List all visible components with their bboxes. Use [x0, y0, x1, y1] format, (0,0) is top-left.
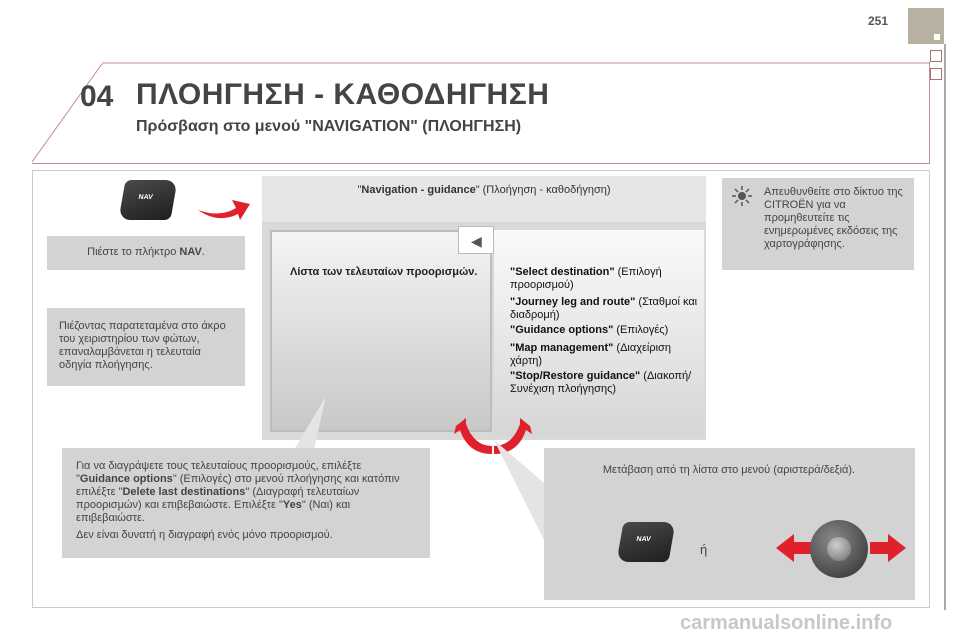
- nav-key-icon: NAV: [616, 522, 675, 562]
- menu-item-map-management[interactable]: "Map management" (Διαχείριση χάρτη): [510, 342, 671, 367]
- side-line: [944, 44, 946, 610]
- menu-item-guidance-options[interactable]: "Guidance options" (Επιλογές): [510, 324, 669, 336]
- chapter-title: ΠΛΟΗΓΗΣΗ - ΚΑΘΟΔΗΓΗΣΗ: [136, 78, 550, 111]
- press-nav-box: Πιέστε το πλήκτρο NAV.: [47, 236, 245, 270]
- or-label: ή: [700, 542, 708, 557]
- back-arrow-icon: ◀: [471, 233, 482, 249]
- back-button[interactable]: [458, 226, 494, 254]
- side-box-icon: [930, 50, 942, 62]
- hold-light-stalk-box: Πιέζοντας παρατεταμένα στο άκρο του χειριστηρίου των φώτων, επαναλαμβάνεται η τελευταία οδηγία πλοήγησης.: [47, 308, 245, 386]
- pointer-wedge-left: [290, 396, 330, 450]
- side-box-icon: [930, 68, 942, 80]
- menu-item-select-destination[interactable]: "Select destination" (Επιλογή προορισμού): [510, 266, 662, 291]
- delete-destinations-box: Για να διαγράψετε τους τελευταίους προορισμούς, επιλέξτε "Guidance options" (Επιλογές) στο μενού πλοήγησης και κατόπιν επιλέξτε "Delete last destinations" (Διαγραφή τελευταίων προορισμών) και επιβεβαιώστε. Επιλέξτε "Yes" (Ναι) και επιβεβαιώστε. Δεν είναι δυνατή η διαγραφή ενός μόνο προορισμού.: [62, 448, 430, 558]
- chapter-number: 04: [80, 80, 114, 113]
- list-menu-switch-box: Μετάβαση από τη λίστα στο μενού (αριστερά/δεξιά).: [544, 448, 915, 600]
- watermark: carmanualsonline.info: [680, 612, 893, 634]
- menu-item-journey-leg[interactable]: "Journey leg and route" (Σταθμοί και διαδρομή): [510, 296, 698, 321]
- chapter-subtitle: Πρόσβαση στο μενού "NAVIGATION" (ΠΛΟΗΓΗΣΗ): [136, 118, 522, 135]
- sun-tip-icon: [732, 186, 752, 206]
- joystick-icon: [810, 520, 868, 578]
- screen-header: "Navigation - guidance" (Πλοήγηση - καθοδήγηση): [262, 176, 706, 222]
- citroen-network-box: Απευθυνθείτε στο δίκτυο της CITROËN για να προμηθευτείτε τις ενημερωμένες εκδόσεις της χαρτογράφησης.: [722, 178, 914, 270]
- nav-key-icon: NAV: [118, 180, 177, 220]
- red-arrow-right-icon: [196, 188, 252, 224]
- page-number: 251: [868, 14, 889, 28]
- corner-tab: [908, 8, 944, 44]
- menu-item-stop-restore[interactable]: "Stop/Restore guidance" (Διακοπή/Συνέχιση πλοήγησης): [510, 370, 692, 395]
- last-destinations-title: Λίστα των τελευταίων προορισμών.: [290, 266, 478, 278]
